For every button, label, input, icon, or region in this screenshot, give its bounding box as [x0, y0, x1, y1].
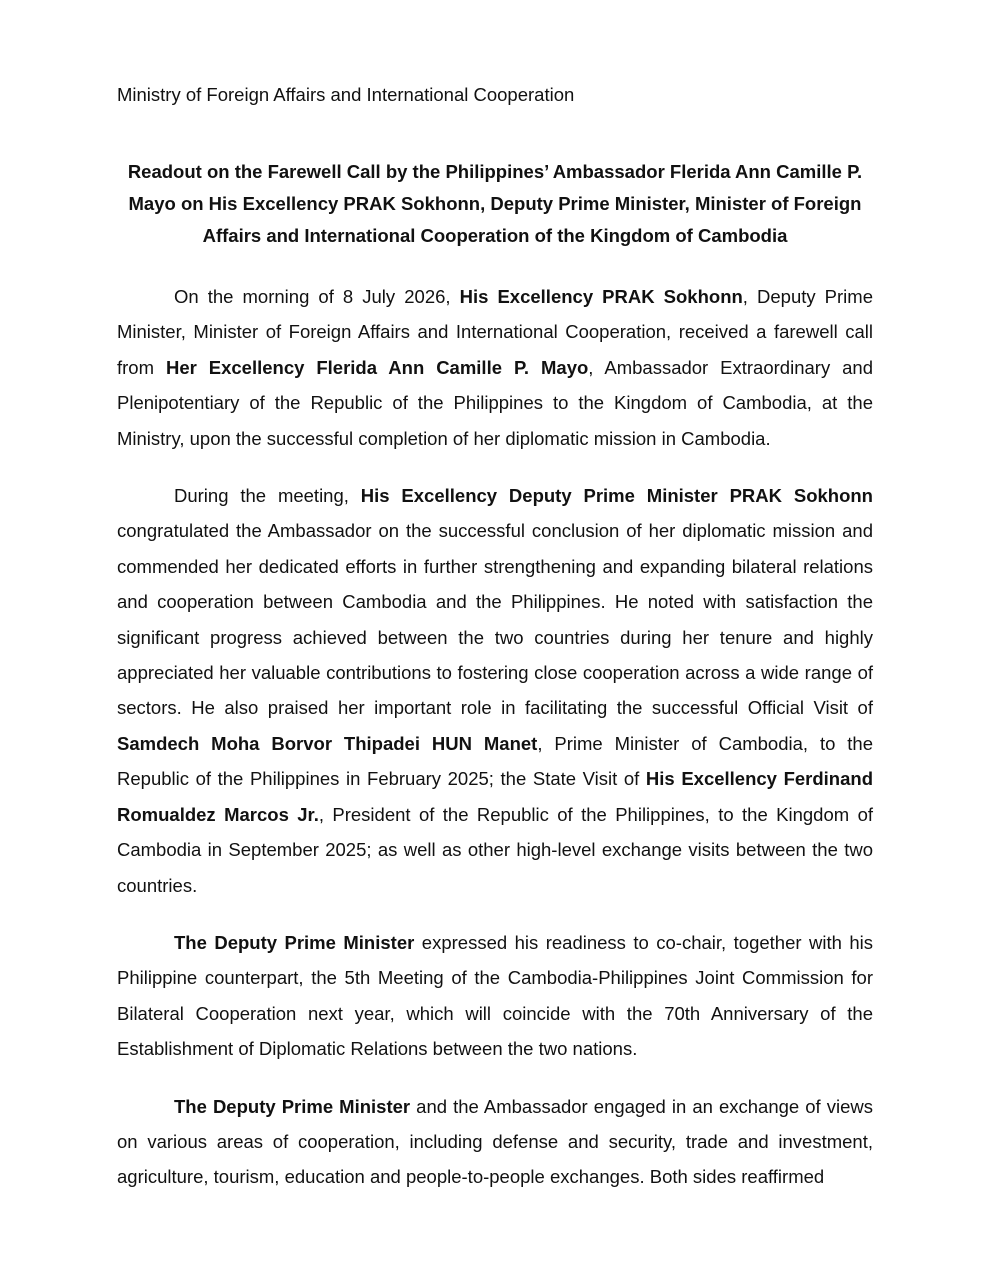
document-title: Readout on the Farewell Call by the Philippines’ Ambassador Flerida Ann Camille P. Mayo on His Excellency PRAK Sokhonn, Deputy Prime Minister, Minister of Foreign Affairs and International Cooperation of the Kingdom of Cambodia [127, 161, 863, 246]
paragraph-emphasis: His Excellency PRAK Sokhonn [459, 286, 743, 307]
paragraph-emphasis: Her Excellency Flerida Ann Camille P. Mayo [165, 356, 589, 378]
paragraph-emphasis: His Excellency Deputy Prime Minister PRAK Sokhonn [360, 485, 873, 507]
paragraph-text: On the morning of 8 July 2026, [174, 286, 460, 307]
paragraph-text: During the meeting, [174, 485, 361, 507]
paragraph-1 [117, 279, 873, 456]
paragraph-text: , Ambassador Extraordinary and Plenipotentiary of the Republic of the Philippines to the Kingdom of Cambodia, at the Ministry, upon the successful completion of her diplomatic mission in Cambodia. [117, 356, 874, 449]
paragraph-text: , President of the Republic of the Philippines, to the Kingdom of Cambodia in September 2025; as well as other high-level exchange visits between the two countries. [117, 803, 873, 896]
paragraph-emphasis: The Deputy Prime Minister [174, 1095, 411, 1117]
paragraph-2 [117, 478, 873, 903]
paragraph-emphasis: The Deputy Prime Minister [174, 931, 415, 953]
paragraph-text: , Prime Minister of Cambodia, to the Republic of the Philippines in February 2025; the State Visit of [117, 732, 874, 790]
ministry-header: Ministry of Foreign Affairs and International Cooperation [117, 84, 575, 105]
document-page [117, 80, 873, 1217]
paragraph-emphasis: His Excellency Ferdinand Romualdez Marcos Jr. [117, 768, 873, 825]
paragraph-emphasis: Samdech Moha Borvor Thipadei HUN Manet [117, 732, 538, 754]
paragraph-3 [117, 925, 873, 1067]
paragraph-text: and the Ambassador engaged in an exchange of views on various areas of cooperation, including defense and security, trade and investment, agriculture, tourism, education and people-to-people exchanges. Both sides reaffirmed [117, 1095, 873, 1188]
paragraph-text: , Deputy Prime Minister, Minister of Foreign Affairs and International Cooperation, received a farewell call from [117, 286, 873, 378]
paragraph-4 [117, 1089, 873, 1195]
paragraph-text: congratulated the Ambassador on the successful conclusion of her diplomatic mission and commended her dedicated efforts in further strengthening and expanding bilateral relations and cooperation between Cambodia and the Philippines. He noted with satisfaction the significant progress achieved between the two countries during her tenure and highly appreciated her valuable contributions to fostering close cooperation across a wide range of sectors. He also praised her important role in facilitating the successful Official Visit of [117, 520, 873, 719]
paragraph-text: expressed his readiness to co-chair, together with his Philippine counterpart, the 5th Meeting of the Cambodia-Philippines Joint Commission for Bilateral Cooperation next year, which will coincide with the 70th Anniversary of the Establishment of Diplomatic Relations between the two nations. [117, 931, 874, 1060]
